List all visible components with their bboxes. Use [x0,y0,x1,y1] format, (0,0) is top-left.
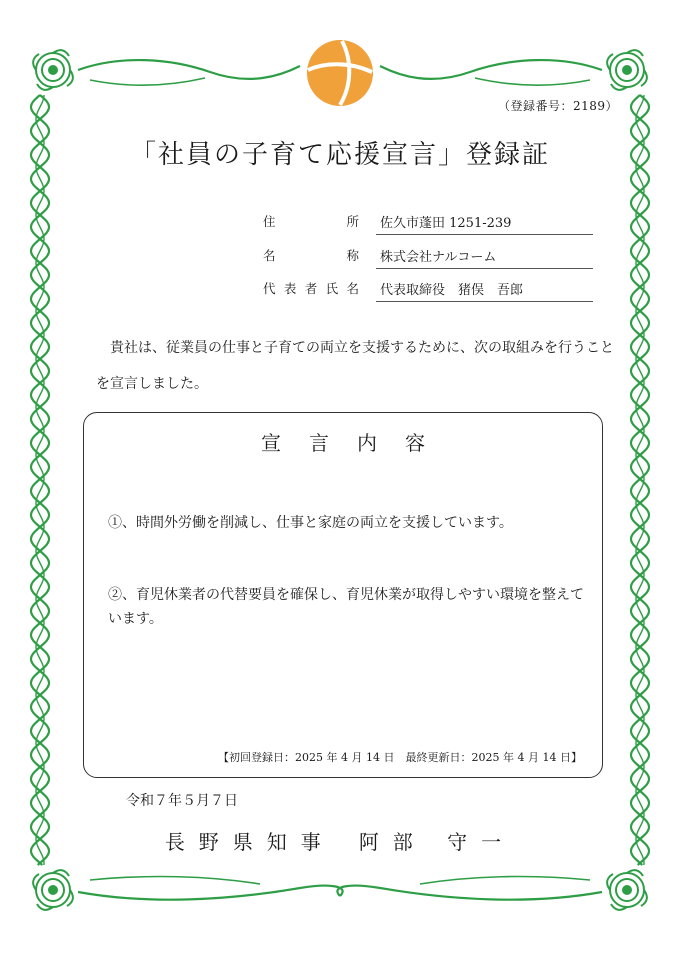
certificate-title: 「社員の子育て応援宣言」登録証 [129,140,550,170]
issuer-title: 長野県知事 [164,830,335,854]
issue-date: 令和７年５月７日 [126,793,238,809]
address-label: 住 所 [263,214,359,229]
company-name-value: 株式会社ナルコーム [376,246,593,269]
registration-dates: 【初回登録日：2025 年 4 月 14 日 最終更新日：2025 年 4 月 14 日】 [218,751,582,764]
registration-number: （登録番号：2189） [497,99,618,113]
info-row-name [263,246,593,268]
company-name-label: 名 称 [263,248,359,263]
corner-ornament-bottom-right [607,870,647,910]
declaration-box [83,412,603,778]
address-value: 佐久市蓬田 1251-239 [376,212,593,235]
info-row-address [263,212,593,234]
corner-ornament-top-left [33,50,73,90]
declaration-heading: 宣言内容 [261,431,453,455]
issuer-name: 阿部 守一 [358,830,516,854]
corner-ornament-top-right [607,50,647,90]
representative-value: 代表取締役 猪俣 吾郎 [376,279,593,302]
declaration-item: ①、時間外労働を削減し、仕事と家庭の両立を支援しています。 [108,515,513,531]
declaration-item: ②、育児休業者の代替要員を確保し、育児休業が取得しやすい環境を整えています。 [108,587,584,627]
body-text: 貴社は、従業員の仕事と子育ての両立を支援するために、次の取組みを行うことを宣言しました。 [96,340,614,392]
orange-circle-logo [307,40,373,106]
info-row-representative [263,279,593,301]
representative-label: 代 表 者 氏 名 [263,281,359,296]
issuer [0,826,680,855]
corner-ornament-bottom-left [33,870,73,910]
